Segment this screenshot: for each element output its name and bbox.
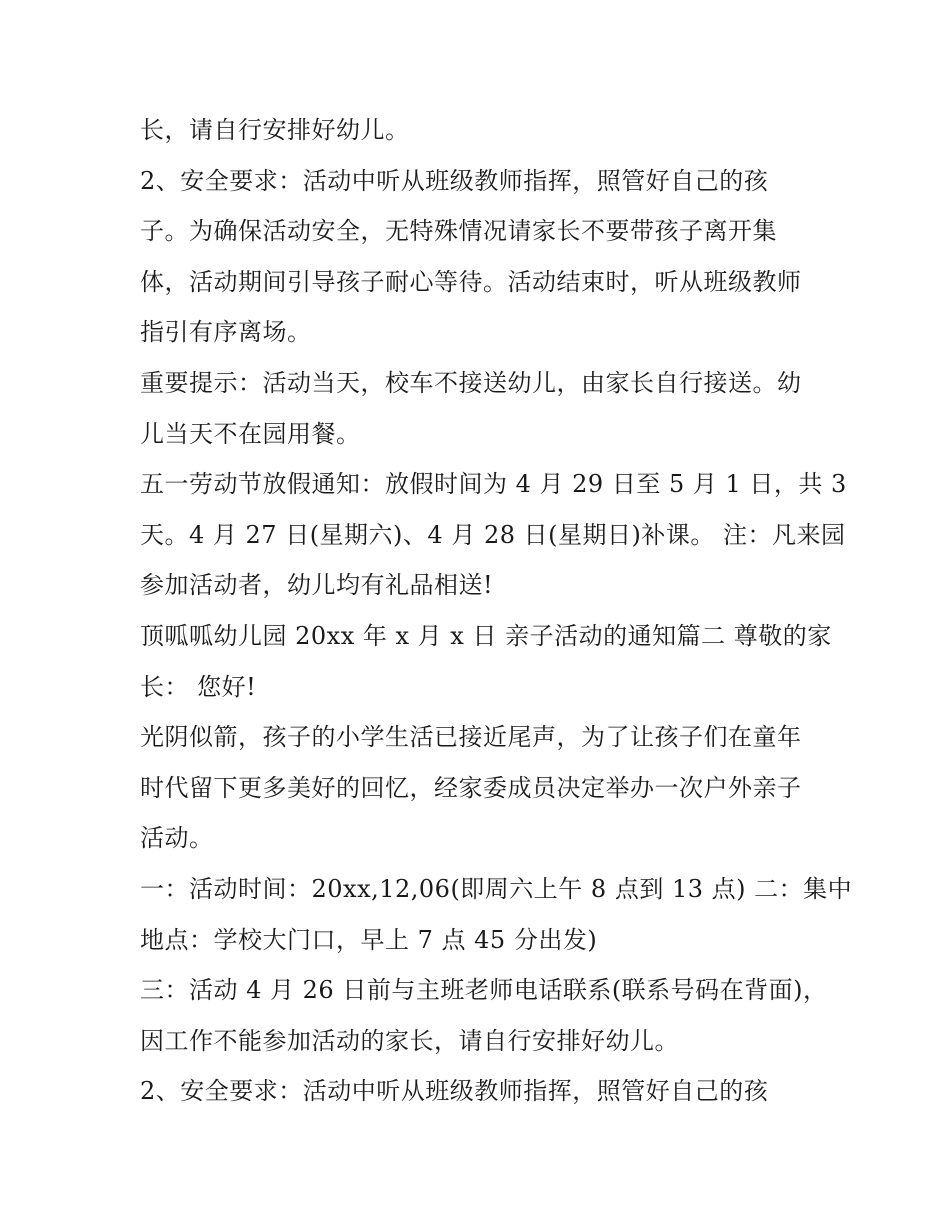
text-line: 地点：学校大门口，早上 7 点 45 分出发): [140, 925, 598, 954]
text-line: 2、安全要求：活动中听从班级教师指挥，照管好自己的孩: [140, 166, 769, 195]
text-line: 体，活动期间引导孩子耐心等待。活动结束时，听从班级教师: [140, 267, 802, 296]
text-line: 活动。: [140, 824, 214, 853]
text-line: 2、安全要求：活动中听从班级教师指挥，照管好自己的孩: [140, 1077, 769, 1106]
text-line: 指引有序离场。: [140, 318, 312, 347]
document-body: [140, 105, 853, 1117]
text-line: 光阴似箭，孩子的小学生活已接近尾声，为了让孩子们在童年: [140, 723, 802, 752]
text-line: 三：活动 4 月 26 日前与主班老师电话联系(联系号码在背面)，: [140, 976, 828, 1005]
text-line: 子。为确保活动安全，无特殊情况请家长不要带孩子离开集: [140, 217, 777, 246]
text-line: 五一劳动节放假通知：放假时间为 4 月 29 日至 5 月 1 日，共 3: [140, 470, 847, 499]
text-line: 天。4 月 27 日(星期六)、4 月 28 日(星期日)补课。 注：凡来园: [140, 520, 846, 549]
text-line: 一：活动时间：20xx,12,06(即周六上午 8 点到 13 点) 二：集中: [140, 874, 853, 903]
text-line: 顶呱呱幼儿园 20xx 年 x 月 x 日 亲子活动的通知篇二 尊敬的家: [140, 621, 832, 650]
text-line: 参加活动者，幼儿均有礼品相送!: [140, 571, 494, 600]
text-line: 儿当天不在园用餐。: [140, 419, 361, 448]
text-line: 长，请自行安排好幼儿。: [140, 116, 410, 144]
text-line: 长： 您好!: [140, 672, 257, 701]
text-line: 重要提示：活动当天，校车不接送幼儿，由家长自行接送。幼: [140, 368, 802, 397]
text-line: 时代留下更多美好的回忆，经家委成员决定举办一次户外亲子: [140, 773, 802, 802]
text-line: 因工作不能参加活动的家长，请自行安排好幼儿。: [140, 1026, 679, 1055]
